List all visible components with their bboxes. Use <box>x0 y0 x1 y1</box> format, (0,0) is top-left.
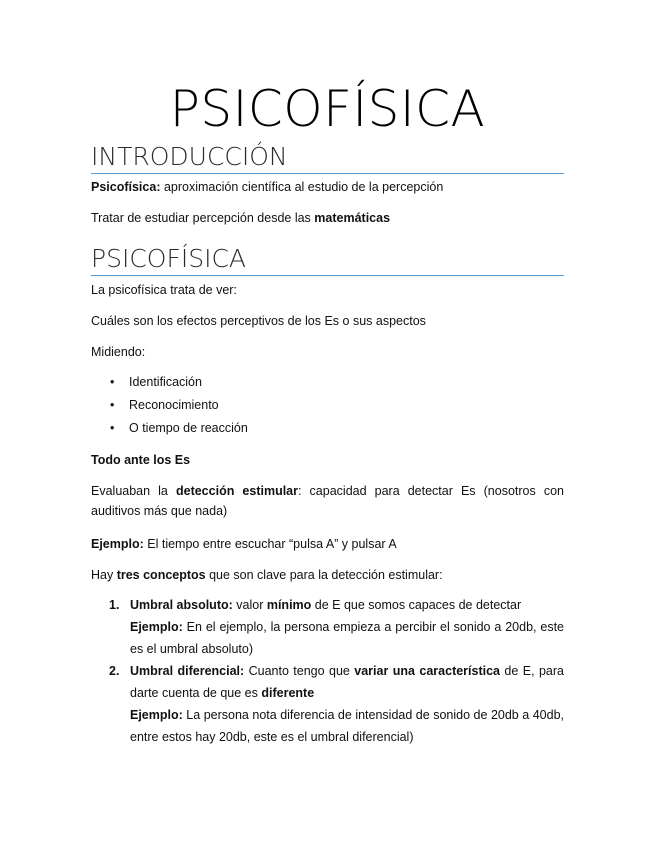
bold-diferente: diferente <box>261 686 315 700</box>
bold-ejemplo: Ejemplo: <box>130 708 183 722</box>
numbered-list <box>91 594 564 748</box>
paragraph-midiendo <box>91 342 564 362</box>
bullet-icon: • <box>110 398 115 412</box>
list-item-text: Reconocimiento <box>129 398 219 412</box>
example-text: La persona nota diferencia de intensidad de sonido de 20db a 40db, entre estos hay 20db, este es el umbral diferencial) <box>130 708 564 744</box>
bullet-list <box>91 371 564 440</box>
bold-ejemplo: Ejemplo: <box>130 620 183 634</box>
section-introduccion <box>91 142 564 174</box>
list-item-umbral-diferencial <box>91 660 564 748</box>
item-text: Cuanto tengo que <box>244 664 355 678</box>
bullet-icon: • <box>110 421 115 435</box>
heading-introduccion: INTRODUCCIÓN <box>91 142 564 174</box>
paragraph-text: El tiempo entre escuchar “pulsa A” y pulsar A <box>143 537 397 551</box>
item-text: de E que somos capaces de detectar <box>311 598 522 612</box>
paragraph-text: Tratar de estudiar percepción desde las <box>91 211 315 225</box>
bullet-icon: • <box>110 375 115 389</box>
paragraph-text: La psicofísica trata de ver: <box>91 283 237 297</box>
document-title: PSICOFÍSICA <box>169 80 486 138</box>
list-number: 1. <box>109 598 120 612</box>
bold-minimo: mínimo <box>266 598 312 612</box>
paragraph-efectos <box>91 311 564 331</box>
heading-psicofisica: PSICOFÍSICA <box>91 244 564 276</box>
bold-umbral-diferencial: Umbral diferencial: <box>130 664 245 678</box>
list-item-text: O tiempo de reacción <box>129 421 248 435</box>
paragraph-ejemplo <box>91 534 564 554</box>
paragraph-tres-conceptos <box>91 565 564 585</box>
paragraph-text: Hay <box>91 568 117 582</box>
paragraph-text: que son clave para la detección estimular: <box>205 568 443 582</box>
bold-tres-conceptos: tres conceptos <box>116 568 206 582</box>
bold-deteccion-estimular: detección estimular <box>175 484 298 498</box>
paragraph-text: Cuáles son los efectos perceptivos de los Es o sus aspectos <box>91 314 426 328</box>
bold-variar-caracteristica: variar una característica <box>354 664 501 678</box>
section-psicofisica <box>91 244 564 276</box>
paragraph-deteccion <box>91 481 564 521</box>
paragraph-todo <box>91 450 564 470</box>
item-text: de E, para darte cuenta de que es <box>130 664 564 700</box>
list-item-text: Identificación <box>129 375 202 389</box>
term-psicofisica: Psicofísica: <box>91 180 161 194</box>
bold-umbral-absoluto: Umbral absoluto: <box>130 598 233 612</box>
bold-matematicas: matemáticas <box>314 211 391 225</box>
bold-ejemplo: Ejemplo: <box>91 537 144 551</box>
list-item <box>91 417 564 440</box>
paragraph-text: Midiendo: <box>91 345 146 359</box>
paragraph-text: : capacidad para detectar Es (nosotros con auditivos más que nada) <box>91 484 564 518</box>
example-text: En el ejemplo, la persona empieza a percibir el sonido a 20db, este es el umbral absoluto) <box>130 620 564 656</box>
list-item-umbral-absoluto <box>91 594 564 660</box>
paragraph-matematicas <box>91 208 564 228</box>
paragraph-text: Evaluaban la <box>91 484 176 498</box>
bold-todo-ante-los-es: Todo ante los Es <box>91 453 191 467</box>
paragraph-definicion <box>91 177 564 197</box>
item-text: valor <box>232 598 267 612</box>
paragraph-trata <box>91 280 564 300</box>
list-item <box>91 371 564 394</box>
list-item <box>91 394 564 417</box>
list-number: 2. <box>109 664 120 678</box>
definition-text: aproximación científica al estudio de la percepción <box>160 180 444 194</box>
